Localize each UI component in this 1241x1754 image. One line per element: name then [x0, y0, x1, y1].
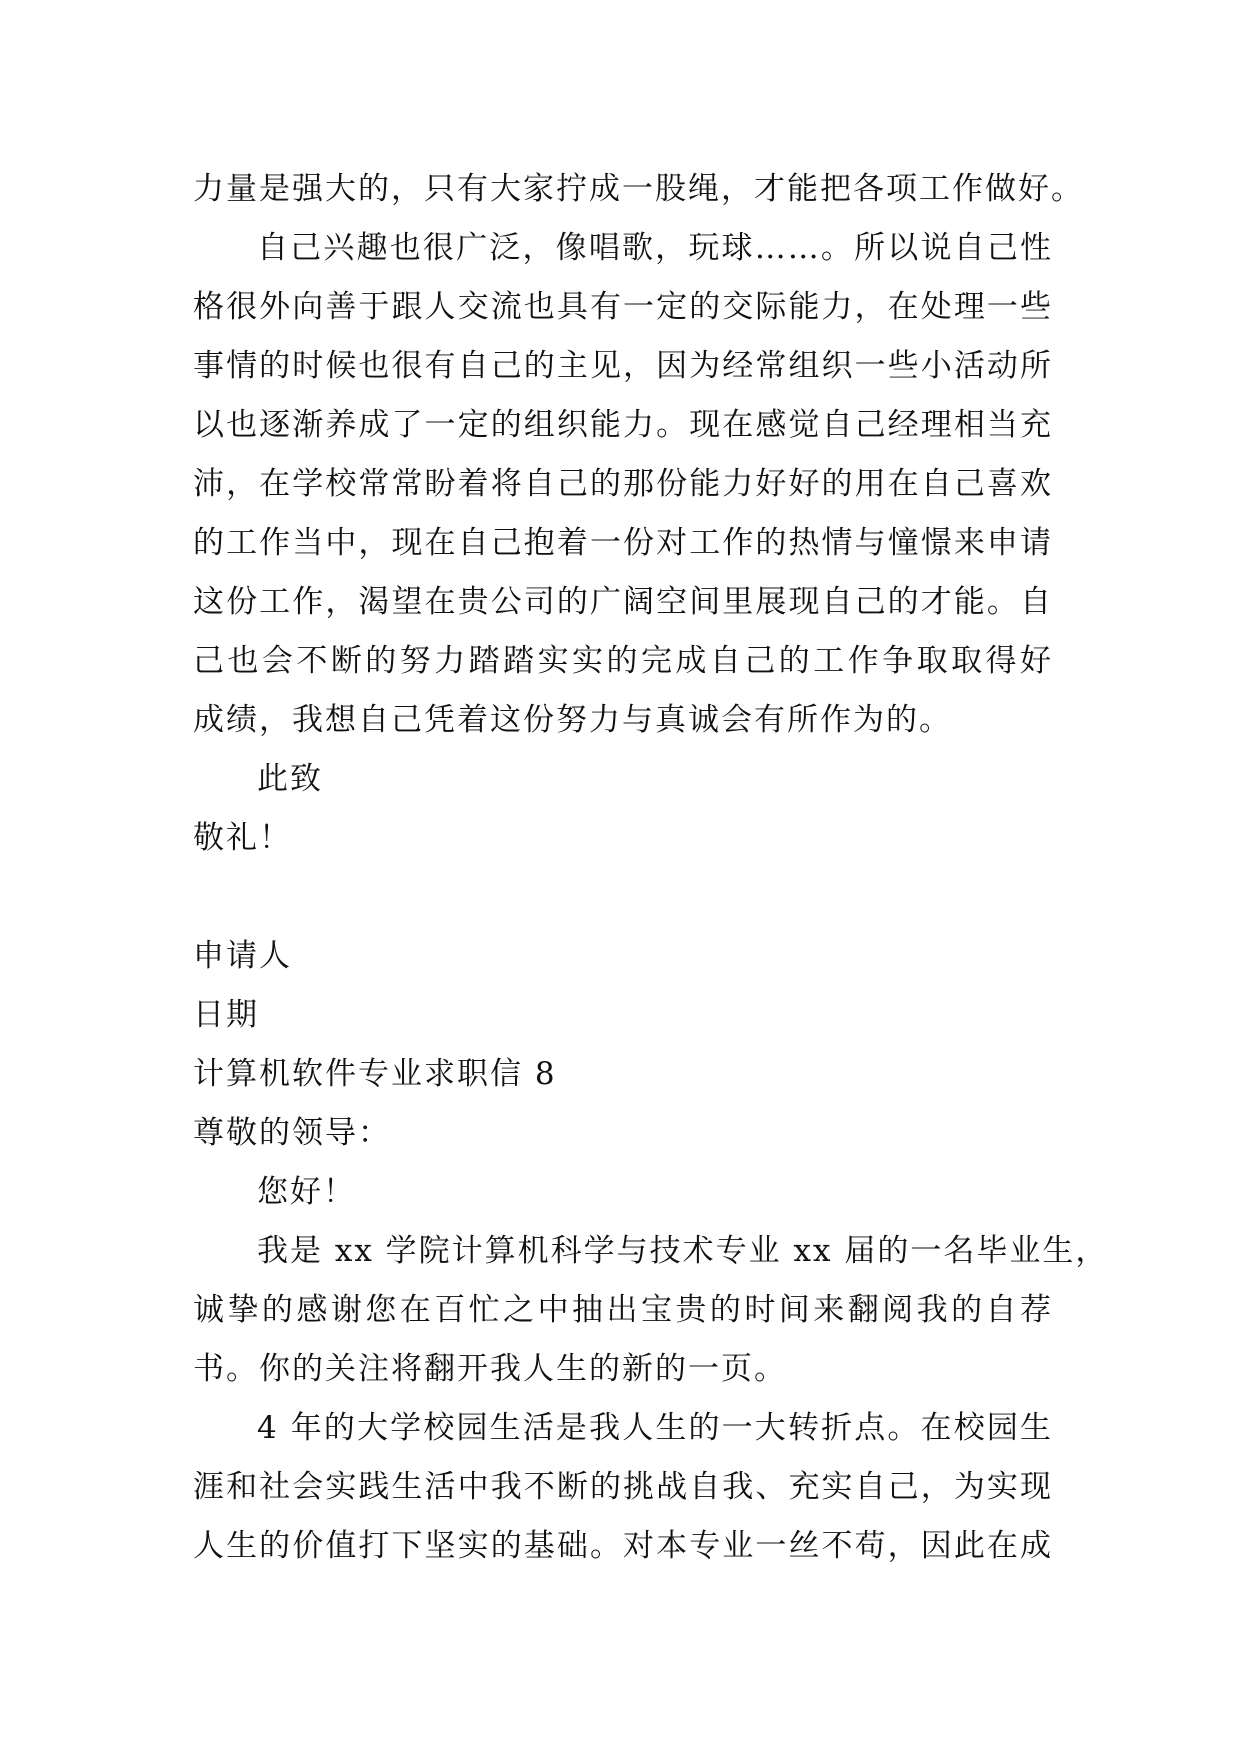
paragraph-line: 涯和社会实践生活中我不断的挑战自我、充实自己，为实现: [193, 1469, 1053, 1505]
paragraph-line: 我是 xx 学院计算机科学与技术专业 xx 届的一名毕业生，: [257, 1233, 1109, 1269]
section-title: 计算机软件专业求职信 8: [193, 1056, 557, 1092]
paragraph-line: 的工作当中，现在自己抱着一份对工作的热情与憧憬来申请: [193, 525, 1053, 561]
paragraph-line: 这份工作，渴望在贵公司的广阔空间里展现自己的才能。自: [193, 584, 1053, 620]
paragraph-line: 己也会不断的努力踏踏实实的完成自己的工作争取取得好: [193, 643, 1053, 679]
closing-regards: 敬礼！: [193, 820, 292, 856]
paragraph-line: 人生的价值打下坚实的基础。对本专业一丝不苟，因此在成: [193, 1528, 1053, 1564]
applicant-label: 申请人: [193, 938, 292, 974]
paragraph-line: 事情的时候也很有自己的主见，因为经常组织一些小活动所: [193, 348, 1053, 384]
paragraph-line: 力量是强大的，只有大家拧成一股绳，才能把各项工作做好。: [193, 171, 1084, 207]
date-label: 日期: [193, 997, 259, 1033]
greeting-addressee: 尊敬的领导：: [193, 1115, 391, 1151]
paragraph-line: 沛，在学校常常盼着将自己的那份能力好好的用在自己喜欢: [193, 466, 1053, 502]
paragraph-line: 成绩，我想自己凭着这份努力与真诚会有所作为的。: [193, 702, 952, 738]
paragraph-line: 以也逐渐养成了一定的组织能力。现在感觉自己经理相当充: [193, 407, 1053, 443]
paragraph-line: 4 年的大学校园生活是我人生的一大转折点。在校园生: [257, 1410, 1053, 1446]
blank-line: [193, 868, 1053, 927]
paragraph-line: 格很外向善于跟人交流也具有一定的交际能力，在处理一些: [193, 289, 1053, 325]
closing-salutation: 此致: [257, 761, 323, 797]
paragraph-line: 书。你的关注将翻开我人生的新的一页。: [193, 1351, 787, 1387]
paragraph-line: 诚挚的感谢您在百忙之中抽出宝贵的时间来翻阅我的自荐: [193, 1292, 1053, 1328]
greeting: 您好！: [257, 1174, 356, 1210]
paragraph-line: 自己兴趣也很广泛，像唱歌，玩球……。所以说自己性: [257, 230, 1053, 266]
document-body: [193, 160, 1109, 1576]
